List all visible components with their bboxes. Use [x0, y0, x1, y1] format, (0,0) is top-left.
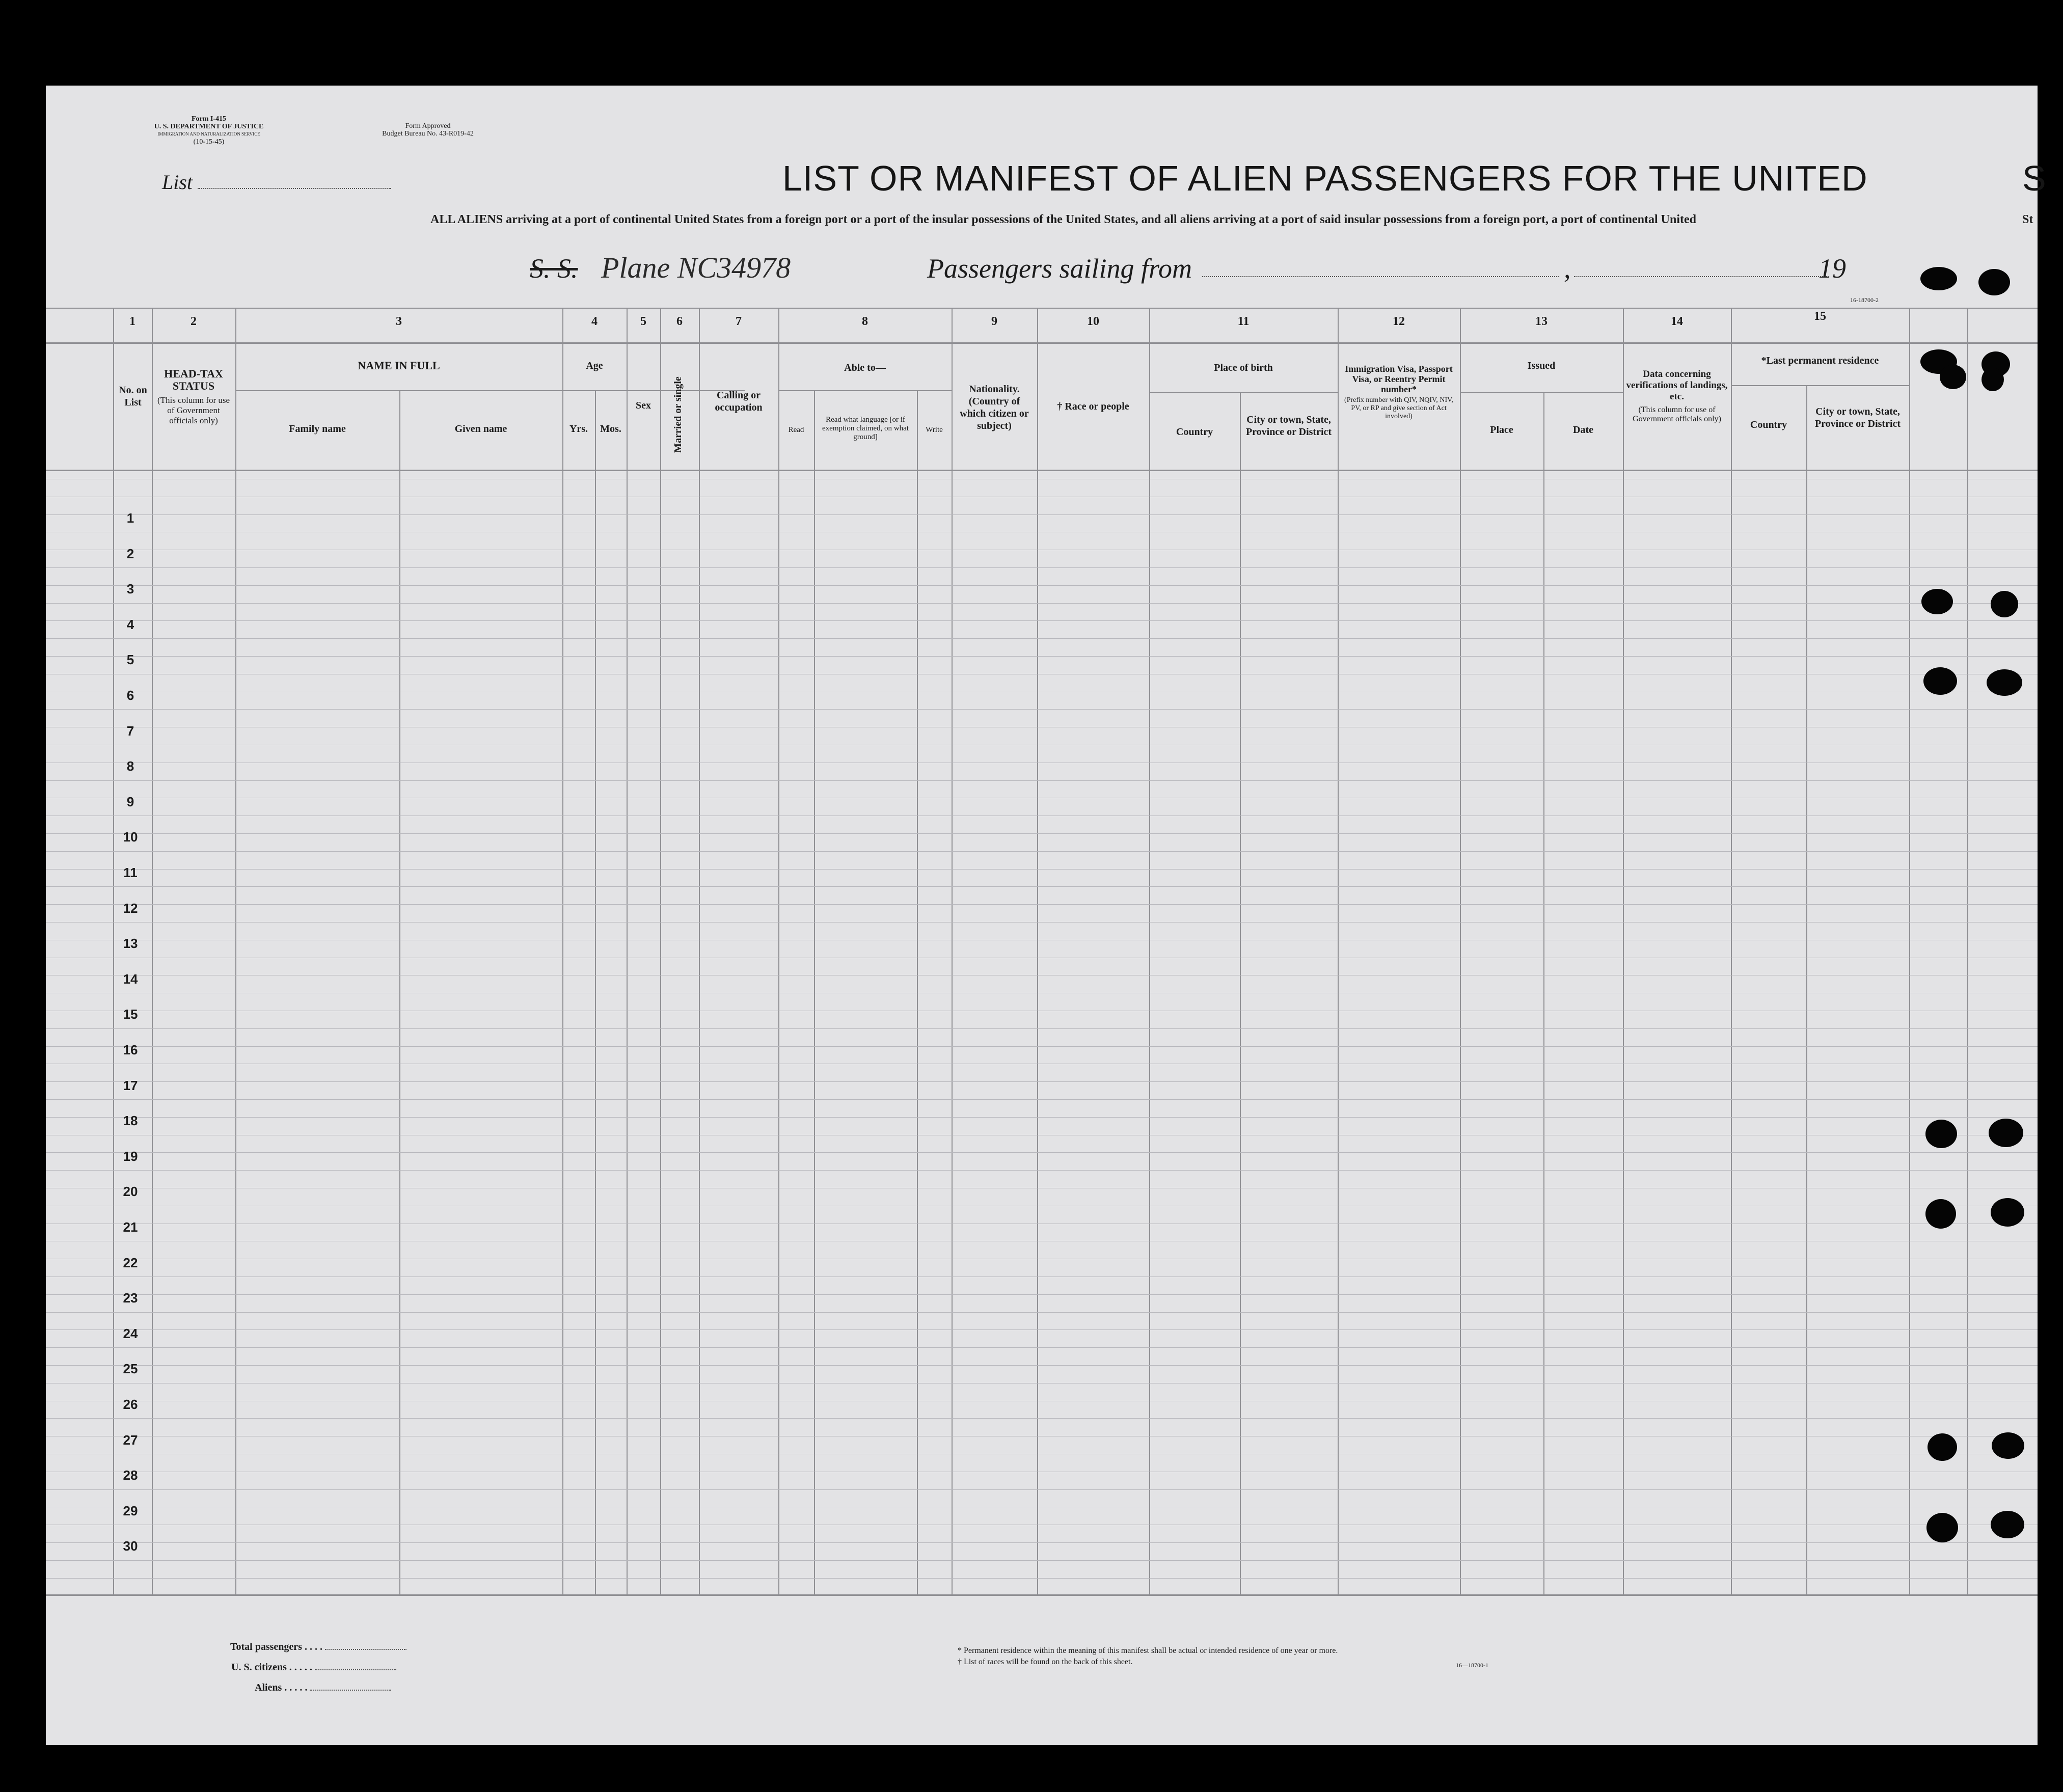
header-nationality: Nationality. (Country of which citizen or subject): [960, 384, 1029, 431]
header-residence-country: Country: [1750, 419, 1787, 430]
form-approved: Form Approved: [405, 122, 451, 130]
header-residence-city: City or town, State, Province or District: [1814, 406, 1901, 429]
ruled-line: [46, 1418, 2038, 1419]
header-family-name: Family name: [289, 423, 346, 435]
row-number: 19: [123, 1149, 138, 1164]
col-divider: [113, 308, 114, 1594]
col-divider: [1967, 308, 1968, 1594]
table-bottom-rule: [46, 1594, 2038, 1596]
row-number: 6: [126, 688, 134, 703]
ruled-line: [46, 1081, 2038, 1082]
row-number: 13: [123, 936, 138, 951]
row-number: 17: [123, 1078, 138, 1093]
row-number: 5: [126, 652, 134, 667]
form-id-block: [148, 115, 270, 146]
header-bottom-rule: [46, 470, 2038, 471]
row-number: 25: [123, 1361, 138, 1376]
col-divider: [1460, 308, 1461, 1594]
row-number: 22: [123, 1255, 138, 1270]
row-number: 2: [126, 546, 134, 561]
comma: ,: [1564, 253, 1571, 284]
page-title: LIST OR MANIFEST OF ALIEN PASSENGERS FOR THE UNITED: [782, 158, 1868, 198]
row-number: 27: [123, 1432, 138, 1448]
form-approval-block: [351, 122, 504, 138]
header-issued-place: Place: [1490, 424, 1513, 436]
header-age: Age: [586, 360, 603, 371]
row-number: 16: [123, 1042, 138, 1057]
row-number: 30: [123, 1538, 138, 1554]
header-place-of-birth: Place of birth: [1214, 362, 1273, 373]
header-race-or-people: † Race or people: [1057, 401, 1129, 412]
header-issued-date: Date: [1573, 424, 1593, 436]
footer-total-row: Total passengers . . . .: [230, 1641, 485, 1662]
ruled-line: [46, 904, 2038, 905]
col-number-4: 4: [591, 315, 598, 328]
col-number-2: 2: [191, 315, 197, 328]
col-number-3: 3: [396, 315, 402, 328]
ruled-line: [46, 851, 2038, 852]
col-divider: [595, 390, 596, 1594]
ruled-line: [46, 1117, 2038, 1118]
col-divider: [399, 390, 400, 1594]
footnote-races: † List of races will be found on the back of this sheet.: [958, 1658, 1133, 1666]
sailing-date-field: [1574, 276, 1829, 277]
col-divider: [1240, 392, 1241, 1594]
col-number-14: 14: [1671, 315, 1683, 328]
ruled-line: [46, 1046, 2038, 1047]
header-issued: Issued: [1527, 360, 1556, 371]
header-birth-city: City or town, State, Province or District: [1245, 414, 1332, 438]
header-age-mos: Mos.: [600, 423, 621, 435]
col-number-8: 8: [862, 315, 868, 328]
header-given-name: Given name: [454, 423, 507, 435]
us-citizens-field: [315, 1669, 396, 1670]
row-number: 23: [123, 1290, 138, 1306]
ruled-line: [46, 620, 2038, 621]
sailing-port-field: [1202, 276, 1559, 277]
header-verifications: [1626, 369, 1728, 424]
ruled-line: [46, 514, 2038, 515]
form-service: IMMIGRATION AND NATURALIZATION SERVICE: [157, 131, 260, 137]
ruled-line: [46, 886, 2038, 887]
col-divider: [1623, 308, 1624, 1594]
row-number: 24: [123, 1326, 138, 1341]
col-number-5: 5: [640, 315, 646, 328]
ruled-line: [46, 1489, 2038, 1490]
row-number: 14: [123, 971, 138, 987]
col-number-6: 6: [676, 315, 683, 328]
row-number: 7: [126, 723, 134, 739]
ruled-line: [46, 869, 2038, 870]
ruled-line: [46, 567, 2038, 568]
ruled-line: [46, 1329, 2038, 1330]
col-divider: [917, 390, 918, 1594]
col-number-12: 12: [1393, 315, 1405, 328]
total-passengers-field: [325, 1649, 406, 1650]
aliens-field: [310, 1690, 391, 1691]
header-calling-or-occupation: Calling or occupation: [715, 390, 763, 413]
col-divider: [660, 308, 661, 1594]
header-visa: [1342, 364, 1456, 421]
row-number: 9: [126, 794, 134, 809]
issued-sub-rule: [1460, 392, 1623, 393]
footer-print-code: 16—18700-1: [1456, 1662, 1488, 1669]
header-married-or-single: Married or single: [672, 376, 684, 453]
ruled-line: [46, 1578, 2038, 1579]
header-write: Write: [926, 426, 943, 434]
row-number: 8: [126, 758, 134, 774]
ruled-line: [46, 1170, 2038, 1171]
ruled-line: [46, 1028, 2038, 1029]
form-date: (10-15-45): [193, 138, 225, 146]
able-sub-rule: [778, 390, 952, 391]
col-divider: [1543, 392, 1544, 1594]
visa-sub: (Prefix number with QIV, NQIV, NIV, PV, or RP and give section of Act involved): [1344, 396, 1453, 420]
verifications-sub: (This column for use of Government officials only): [1633, 405, 1721, 423]
form-budget: Budget Bureau No. 43-R019-42: [382, 130, 474, 138]
form-number: Form I-415: [191, 115, 227, 123]
vessel-name-handwritten: Plane NC34978: [601, 251, 791, 284]
row-number: 11: [123, 865, 138, 880]
footnote-permanent-residence: * Permanent residence within the meaning of this manifest shall be actual or intended residence of one year or more.: [958, 1646, 1338, 1655]
header-read-language: Read what language [or if exemption claimed, on what ground]: [822, 416, 909, 441]
ruled-line: [46, 656, 2038, 657]
row-number: 15: [123, 1007, 138, 1022]
footer-totals: [230, 1641, 485, 1702]
col-divider: [1909, 308, 1910, 1594]
header-last-residence: *Last permanent residence: [1761, 355, 1879, 366]
col-divider: [952, 308, 953, 1594]
row-number: 3: [126, 581, 134, 596]
ruled-line: [46, 1152, 2038, 1153]
row-number: 28: [123, 1468, 138, 1483]
col-divider: [562, 308, 563, 1594]
row-number: 10: [123, 829, 138, 845]
form-department: U. S. DEPARTMENT OF JUSTICE: [154, 123, 264, 130]
ruled-line: [46, 709, 2038, 710]
passengers-sailing-label: Passengers sailing from: [927, 253, 1192, 284]
col-number-10: 10: [1087, 315, 1099, 328]
header-able-to: Able to—: [844, 362, 886, 373]
list-label: List: [162, 170, 391, 194]
col-divider: [152, 308, 153, 1594]
head-tax-label: HEAD-TAX STATUS: [164, 367, 223, 392]
row-number: 21: [123, 1219, 138, 1235]
row-number: 20: [123, 1184, 138, 1199]
col-number-7: 7: [736, 315, 742, 328]
header-age-yrs: Yrs.: [569, 423, 588, 435]
header-sex: Sex: [636, 400, 651, 411]
col-divider: [778, 308, 779, 1594]
col-number-15: 15: [1814, 310, 1826, 323]
manifest-sheet: [46, 86, 2038, 1745]
col-number-13: 13: [1535, 315, 1548, 328]
print-code-top: 16-18700-2: [1850, 296, 1879, 304]
birth-sub-rule: [1149, 392, 1338, 393]
ruled-line: [46, 1347, 2038, 1348]
row-number: 4: [126, 617, 134, 632]
col-divider: [1037, 308, 1038, 1594]
row-number: 29: [123, 1503, 138, 1518]
year-prefix: 19: [1818, 253, 1846, 284]
row-number: 1: [126, 510, 134, 526]
header-read: Read: [788, 426, 804, 434]
col-divider: [814, 390, 815, 1594]
header-head-tax: [153, 368, 234, 426]
list-number-field: [198, 188, 391, 189]
table-top-rule: [46, 308, 2038, 309]
residence-sub-rule: [1731, 385, 1909, 386]
ruled-line: [46, 638, 2038, 639]
ruled-line: [46, 1560, 2038, 1561]
ruled-line: [46, 833, 2038, 834]
footer-aliens-row: Aliens . . . . .: [230, 1682, 485, 1702]
ruled-line: [46, 1542, 2038, 1543]
vessel-line: [530, 253, 1864, 293]
col-divider: [1149, 308, 1150, 1594]
ruled-line: [46, 1099, 2038, 1100]
col-divider: [235, 308, 236, 1594]
visa-label: Immigration Visa, Passport Visa, or Reentry Permit number*: [1345, 364, 1453, 394]
verifications-label: Data concerning verifications of landings, etc.: [1626, 369, 1728, 402]
name-sub-rule: [235, 390, 745, 391]
page-subtitle: ALL ALIENS arriving at a port of continental United States from a foreign port or a port of the insular possessions of the United States, and all aliens arriving at a port of said insular possessions from a foreign port, a port of continental United: [430, 213, 1696, 226]
ruled-line: [46, 1294, 2038, 1295]
col-number-9: 9: [991, 315, 997, 328]
page-subtitle-edge: St: [2022, 213, 2033, 226]
col-number-11: 11: [1237, 315, 1250, 328]
col-divider: [1806, 385, 1807, 1594]
table-header-rule: [46, 342, 2038, 344]
header-name-in-full: NAME IN FULL: [358, 359, 440, 372]
ruled-line: [46, 1312, 2038, 1313]
header-no-on-list: No. on List: [119, 385, 147, 408]
ruled-line: [46, 585, 2038, 586]
vessel-prefix: S. S.: [530, 253, 578, 284]
row-number: 26: [123, 1397, 138, 1412]
footer-citizens-row: U. S. citizens . . . . .: [230, 1662, 485, 1682]
col-number-1: 1: [129, 315, 135, 328]
head-tax-sub: (This column for use of Government officials only): [157, 395, 230, 425]
col-divider: [1338, 308, 1339, 1594]
col-divider: [627, 308, 628, 1594]
ruled-line: [46, 1365, 2038, 1366]
col-divider: [1731, 308, 1732, 1594]
ruled-line: [46, 780, 2038, 781]
page-title-edge: S: [2022, 158, 2047, 198]
header-birth-country: Country: [1176, 426, 1213, 438]
col-divider: [699, 308, 700, 1594]
row-number: 12: [123, 901, 138, 916]
row-number: 18: [123, 1113, 138, 1128]
ruled-line: [46, 603, 2038, 604]
